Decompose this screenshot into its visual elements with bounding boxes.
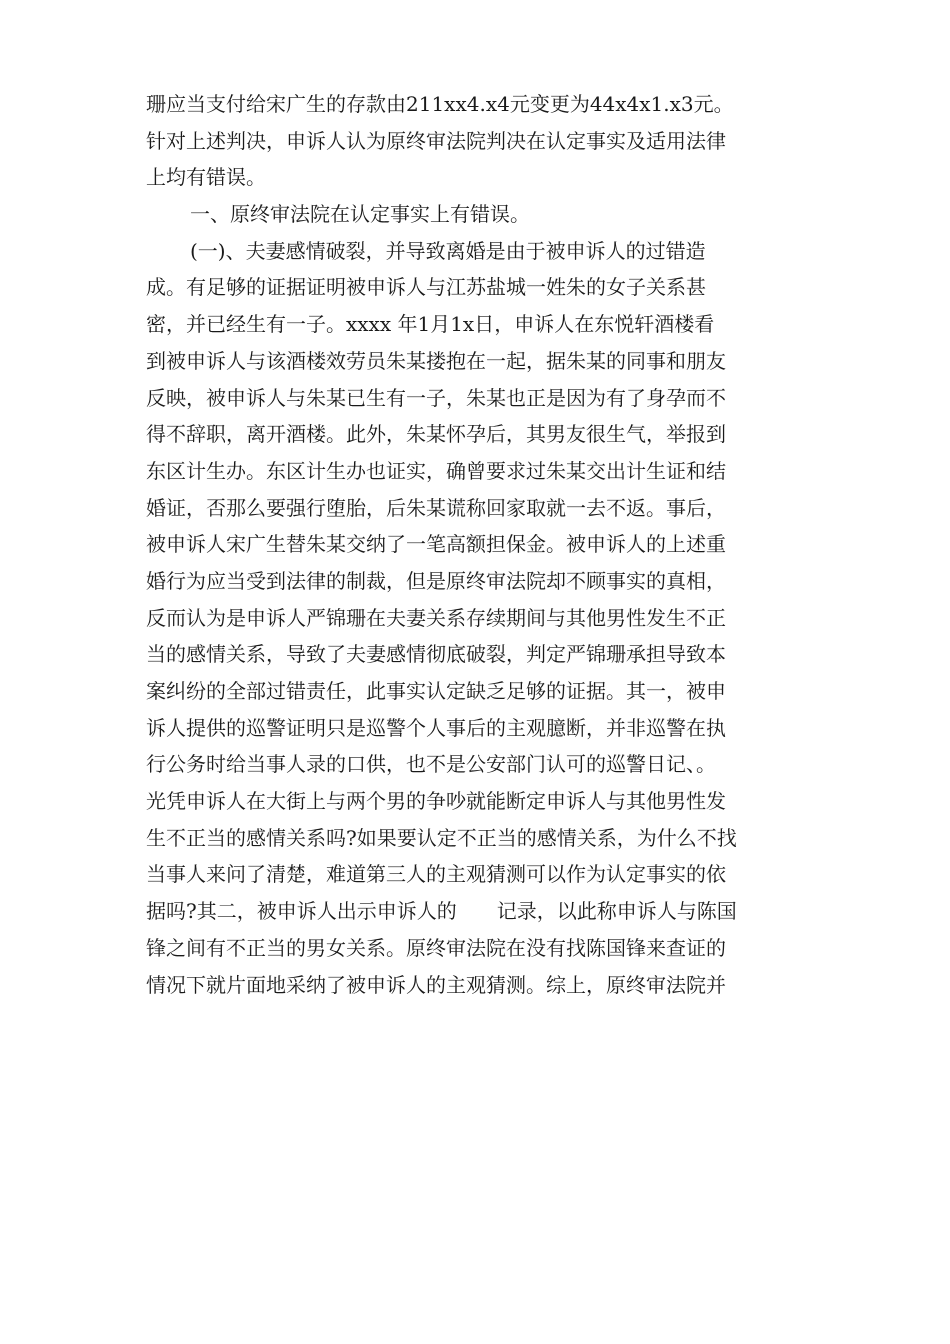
- text-line: 东区计生办。东区计生办也证实，确曾要求过朱某交出计生证和结: [146, 458, 726, 483]
- text-line: 生不正当的感情关系吗?如果要认定不正当的感情关系，为什么不找: [146, 825, 737, 850]
- text-line: 珊应当支付给宋广生的存款由211xx4.x4元变更为44x4x1.x3元。: [146, 92, 734, 116]
- text-line: 案纠纷的全部过错责任，此事实认定缺乏足够的证据。其一，被申: [146, 679, 726, 703]
- text-line: 上均有错误。: [146, 165, 266, 190]
- text-line: 情况下就片面地采纳了被申诉人的主观猜测。综上，原终审法院并: [146, 972, 726, 997]
- text-line: 成。有足够的证据证明被申诉人与江苏盐城一姓朱的女子关系甚: [146, 275, 706, 300]
- text-line: 行公务时给当事人录的口供，也不是公安部门认可的巡警日记、。: [146, 752, 716, 777]
- text-line: 诉人提供的巡警证明只是巡警个人事后的主观臆断，并非巡警在执: [146, 715, 726, 740]
- text-line: 光凭申诉人在大街上与两个男的争吵就能断定申诉人与其他男性发: [146, 789, 726, 814]
- text-line: 婚行为应当受到法律的制裁，但是原终审法院却不顾事实的真相，: [146, 568, 726, 593]
- subsection-heading-line: (一)、夫妻感情破裂，并导致离婚是由于被申诉人的过错造: [190, 238, 706, 263]
- text-line: 反映，被申诉人与朱某已生有一子，朱某也正是因为有了身孕而不: [146, 385, 726, 410]
- text-line: 被申诉人宋广生替朱某交纳了一笔高额担保金。被申诉人的上述重: [146, 532, 726, 557]
- text-line: 据吗?其二，被申诉人出示申诉人的 记录，以此称申诉人与陈国: [146, 899, 737, 924]
- text-line: 得不辞职，离开酒楼。此外，朱某怀孕后，其男友很生气，举报到: [146, 422, 726, 447]
- text-line: 到被申诉人与该酒楼效劳员朱某搂抱在一起，据朱某的同事和朋友: [146, 348, 726, 373]
- text-line: 婚证，否那么要强行堕胎，后朱某谎称回家取就一去不返。事后，: [146, 495, 726, 520]
- text-line: 当事人来问了清楚，难道第三人的主观猜测可以作为认定事实的依: [146, 862, 726, 887]
- text-line: 锋之间有不正当的男女关系。原终审法院在没有找陈国锋来查证的: [146, 935, 726, 960]
- text-line: 当的感情关系，导致了夫妻感情彻底破裂，判定严锦珊承担导致本: [146, 642, 726, 667]
- text-line: 针对上述判决，申诉人认为原终审法院判决在认定事实及适用法律: [146, 128, 726, 153]
- text-line: 反而认为是申诉人严锦珊在夫妻关系存续期间与其他男性发生不正: [146, 605, 726, 630]
- section-heading: 一、原终审法院在认定事实上有错误。: [190, 202, 530, 227]
- body-text: [146, 86, 806, 1003]
- text-line: 密，并已经生有一子。xxxx 年1月1x日，申诉人在东悦轩酒楼看: [146, 312, 715, 337]
